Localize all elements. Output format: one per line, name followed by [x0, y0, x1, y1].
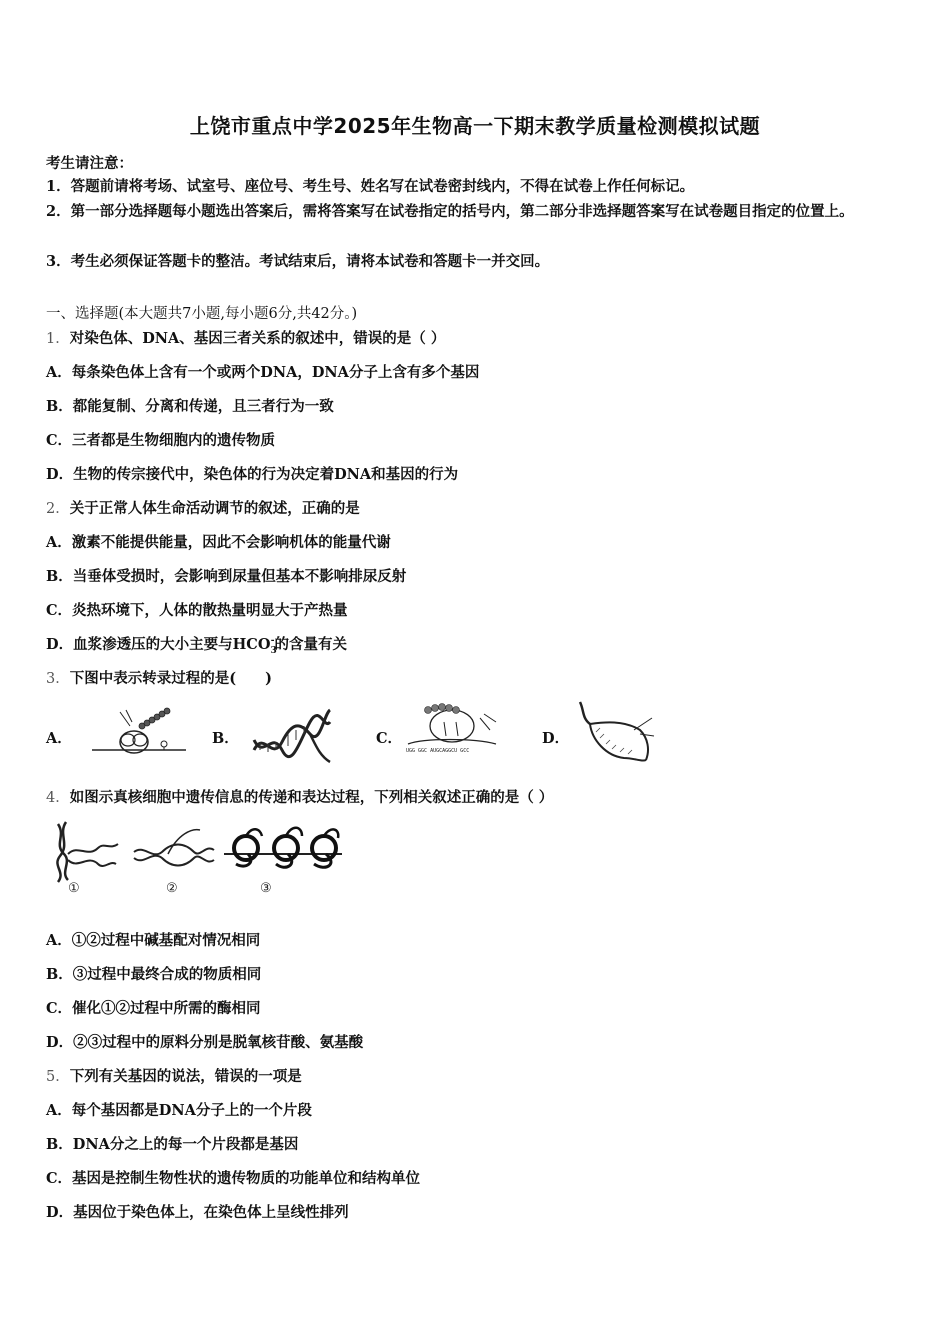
q4-option-c: [46, 997, 261, 1018]
option-letter: C．: [46, 1000, 73, 1017]
q2-option-d: [46, 633, 347, 656]
option-letter: B．: [46, 398, 73, 415]
q1-option-c: [46, 429, 275, 450]
fig-label-3: ③: [260, 881, 272, 896]
option-text: 生物的传宗接代中，染色体的行为决定着DNA和基因的行为: [73, 466, 459, 483]
option-text: 三者都是生物细胞内的遗传物质: [72, 432, 276, 449]
q1-option-d: [46, 463, 458, 484]
question-5: [46, 1065, 302, 1086]
option-text: ③过程中最终合成的物质相同: [72, 966, 262, 983]
option-letter: A．: [46, 932, 72, 949]
option-letter: B．: [46, 1136, 73, 1153]
option-letter: D．: [46, 466, 74, 483]
question-1: [46, 327, 445, 348]
option-text: 基因是控制生物性状的遗传物质的功能单位和结构单位: [72, 1170, 421, 1187]
option-text: 当垂体受损时，会影响到尿量但基本不影响排尿反射: [72, 568, 407, 585]
fig-label-2: ②: [166, 881, 178, 896]
fig-label-1: ①: [68, 881, 80, 896]
option-letter: A．: [46, 534, 72, 551]
question-stem: 下列有关基因的说法，错误的一项是: [69, 1068, 302, 1085]
q5-option-c: [46, 1167, 420, 1188]
q2-option-b: [46, 565, 406, 586]
fig-label-a: A．: [46, 730, 72, 747]
option-letter: D．: [46, 1204, 74, 1221]
question-stem: 关于正常人体生命活动调节的叙述，正确的是: [69, 500, 360, 517]
option-letter: C．: [46, 1170, 73, 1187]
q5-option-b: [46, 1133, 298, 1154]
dna-replication-diagram: [250, 700, 334, 770]
option-text: 都能复制、分离和传递，且三者行为一致: [72, 398, 334, 415]
option-text: 每条染色体上含有一个或两个DNA，DNA分子上含有多个基因: [71, 364, 480, 381]
superscript: -: [270, 636, 275, 647]
ribosome-translation-diagram: [90, 700, 190, 770]
question-3: [46, 667, 272, 688]
q2-option-a: [46, 531, 391, 552]
q3-figure-options: [46, 700, 906, 770]
page-title: 上饶市重点中学2025年生物高一下期末教学质量检测模拟试题: [189, 114, 761, 138]
notice-item-2: 2．第一部分选择题每小题选出答案后，需将答案写在试卷指定的括号内，第二部分非选择题答案写在试卷题目指定的位置上。: [46, 203, 854, 220]
option-letter: D．: [46, 1034, 74, 1051]
q4-option-d: [46, 1031, 363, 1052]
option-letter: A．: [46, 1102, 72, 1119]
q1-option-b: [46, 395, 334, 416]
section-heading: 一、选择题(本大题共7小题,每小题6分,共42分。): [46, 306, 358, 322]
option-text: 激素不能提供能量，因此不会影响机体的能量代谢: [71, 534, 391, 551]
transcription-diagram: [134, 830, 214, 866]
option-letter: D．: [46, 636, 74, 653]
option-text: 每个基因都是DNA分子上的一个片段: [71, 1102, 312, 1119]
option-text-after: 的含量有关: [274, 636, 347, 653]
option-text: ①②过程中碱基配对情况相同: [71, 932, 261, 949]
question-stem: 下图中表示转录过程的是( ): [69, 670, 272, 687]
option-text: 催化①②过程中所需的酶相同: [72, 1000, 261, 1017]
option-letter: C．: [46, 432, 73, 449]
q4-option-a: [46, 929, 260, 950]
question-number: 5．: [46, 1069, 70, 1085]
mrna-transcription-diagram: [574, 700, 658, 770]
q1-option-a: [46, 361, 479, 382]
question-number: 2．: [46, 501, 70, 517]
question-stem: 如图示真核细胞中遗传信息的传递和表达过程，下列相关叙述正确的是（ ）: [69, 789, 554, 806]
q5-option-d: [46, 1201, 349, 1222]
option-letter: B．: [46, 568, 73, 585]
option-letter: A．: [46, 364, 72, 381]
notice-item-1: 1．答题前请将考场、试室号、座位号、考生号、姓名写在试卷密封线内，不得在试卷上作任何标记。: [46, 178, 695, 195]
fig-label-c: C．: [376, 730, 403, 747]
fig-label-d: D．: [542, 730, 570, 747]
question-number: 4．: [46, 790, 70, 806]
fig-label-b: B．: [212, 730, 239, 747]
option-text: 血浆渗透压的大小主要与HCO: [73, 636, 271, 653]
option-text: ②③过程中的原料分别是脱氧核苷酸、氨基酸: [73, 1034, 364, 1051]
question-4: [46, 786, 553, 807]
notice-item-3: 3．考生必须保证答题卡的整洁。考试结束后，请将本试卷和答题卡一并交回。: [46, 253, 550, 270]
codon-sequence: UGG GGC AUGCAGGCU GCC: [406, 748, 470, 754]
option-text: 基因位于染色体上，在染色体上呈线性排列: [73, 1204, 349, 1221]
q2-option-c: [46, 599, 348, 620]
notice-header: 考生请注意：: [46, 155, 133, 172]
question-2: [46, 497, 360, 518]
replication-diagram: [57, 822, 118, 882]
option-letter: C．: [46, 602, 73, 619]
gene-expression-figure: [48, 814, 344, 896]
question-number: 1．: [46, 331, 70, 347]
option-text: DNA分之上的每一个片段都是基因: [72, 1136, 299, 1153]
q5-option-a: [46, 1099, 312, 1120]
trna-translation-diagram: [404, 700, 500, 770]
option-text: 炎热环境下，人体的散热量明显大于产热量: [72, 602, 348, 619]
q4-option-b: [46, 963, 261, 984]
translation-diagram: [224, 828, 342, 868]
question-number: 3．: [46, 671, 70, 687]
option-letter: B．: [46, 966, 73, 983]
subscript: 3: [270, 645, 277, 656]
question-stem: 对染色体、DNA、基因三者关系的叙述中，错误的是（ ）: [69, 330, 446, 347]
